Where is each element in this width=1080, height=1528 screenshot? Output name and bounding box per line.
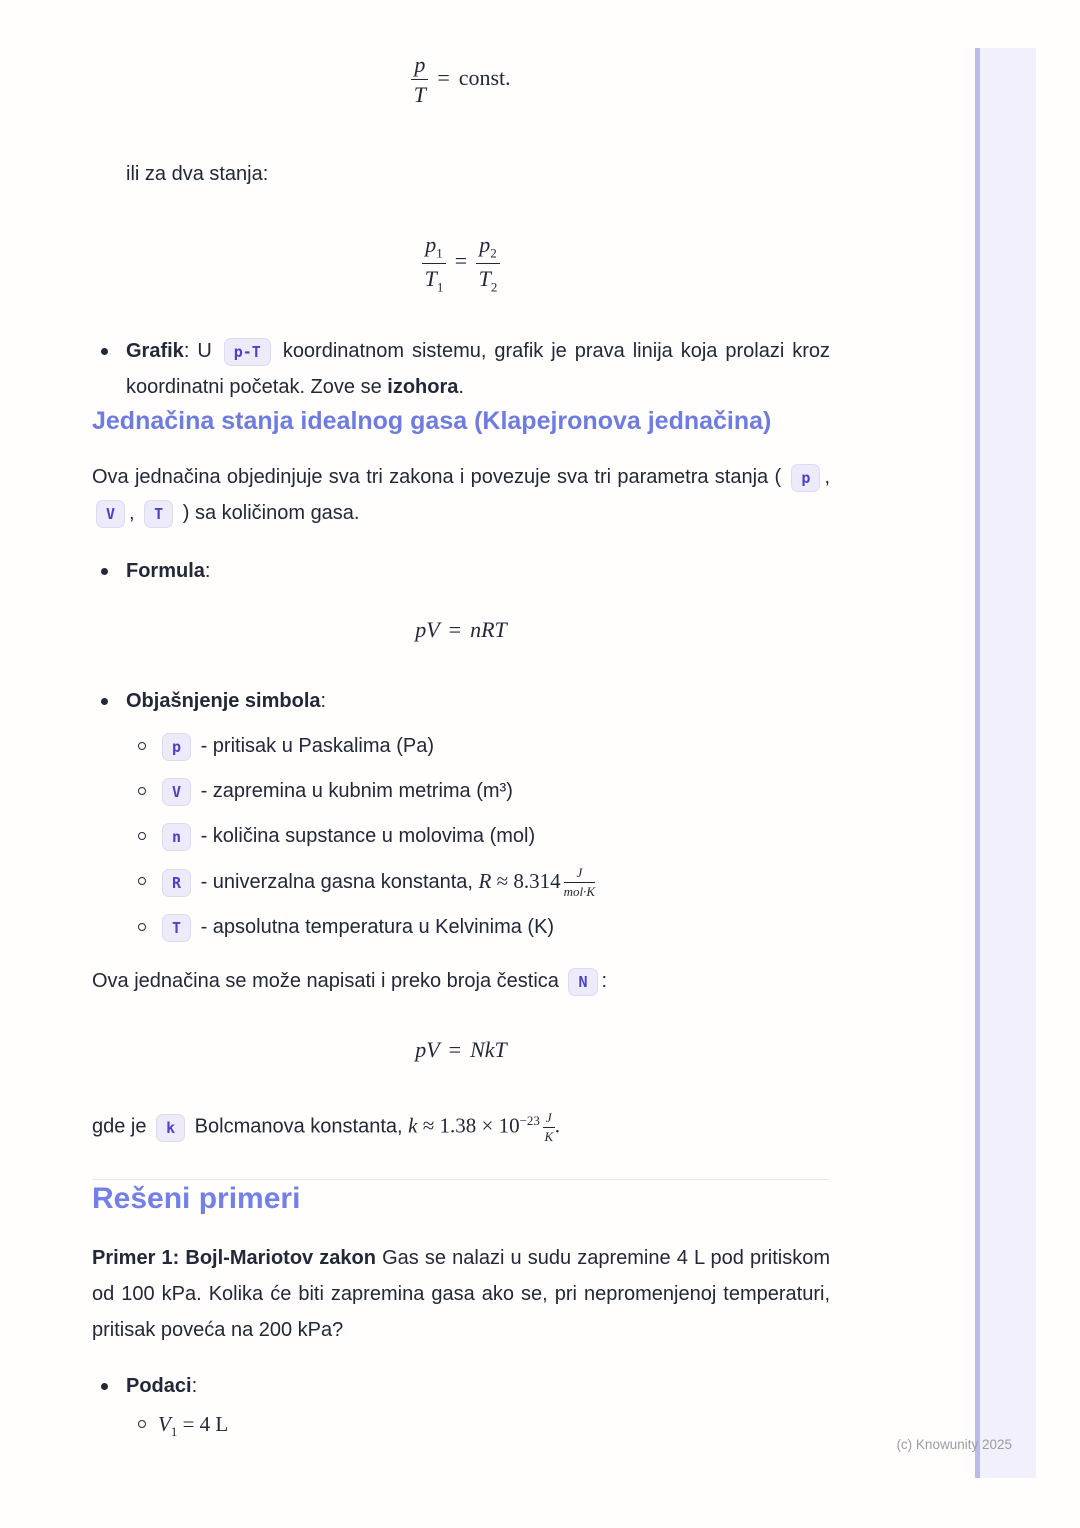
symbol-item-R: R - univerzalna gasna konstanta, R ≈ 8.314 $\frac{J}{\text{mol·K}}$ <box>92 863 830 900</box>
fraction-p2-over-T2: $\frac{p_2}{T_2}$ <box>476 232 500 296</box>
v1-value: $V_1 = 4$ L <box>158 1411 229 1440</box>
equals-sign: = <box>448 617 462 643</box>
symbol-item-V: V - zapremina u kubnim metrima (m³) <box>92 773 830 809</box>
code-chip-p: p <box>791 464 820 492</box>
fraction-p1-over-T1: $\frac{p_1}{T_1}$ <box>422 232 446 296</box>
equals-sign: = <box>448 1037 462 1063</box>
symbol-item-p: p - pritisak u Paskalima (Pa) <box>92 728 830 764</box>
circle-bullet-icon <box>138 923 146 931</box>
bullet-icon <box>101 568 108 575</box>
formula-isochore <box>92 52 830 108</box>
circle-bullet-icon <box>138 1420 146 1428</box>
equals-sign: = <box>454 248 468 274</box>
bullet-icon <box>101 1383 108 1390</box>
equals-sign: = <box>437 64 450 90</box>
scrollbar-track[interactable] <box>975 48 1036 1478</box>
circle-bullet-icon <box>138 787 146 795</box>
code-chip-V: V <box>96 500 125 528</box>
code-chip-T: T <box>144 500 173 528</box>
document-content <box>92 0 830 1450</box>
grafik-label: Grafik <box>126 340 184 363</box>
code-chip-R: R <box>162 869 191 897</box>
fraction-J-over-K: $\frac{J}{K}$ <box>544 1109 554 1145</box>
formula-two-states <box>92 232 830 296</box>
circle-bullet-icon <box>138 877 146 885</box>
formula-ideal-gas: pV = nRT <box>415 617 507 643</box>
izohora-term: izohora <box>387 376 459 399</box>
formula-particles: pV = NkT <box>415 1037 507 1063</box>
primer1-title: Primer 1: Bojl-Mariotov zakon <box>92 1246 376 1269</box>
particles-paragraph: Ova jednačina se može napisati i preko broja čestica N : <box>92 963 830 999</box>
code-chip-n: n <box>162 823 191 851</box>
list-item-grafik: Grafik: U p-T koordinatnom sistemu, grafik je prava linija koja prolazi kroz koordinatni početak. Zove se izohora. <box>92 333 830 405</box>
podaci-item-v1 <box>92 1406 830 1450</box>
fraction-J-over-molK: $\frac{J}{\text{mol·K}}$ <box>563 865 596 900</box>
primer1-paragraph: Primer 1: Bojl-Mariotov zakon Gas se nalazi u sudu zapremine 4 L pod pritiskom od 100 kPa. Kolika će biti zapremina gasa ako se, pri nepromenjenoj temperaturi, pritisak poveća na 200 kPa? <box>92 1246 830 1341</box>
section-heading-klapejron: Jednačina stanja idealnog gasa (Klapejronova jednačina) <box>92 407 772 436</box>
bullet-icon <box>101 698 108 705</box>
code-chip-T: T <box>162 914 191 942</box>
code-chip-N: N <box>568 968 597 996</box>
symbol-item-n: n - količina supstance u molovima (mol) <box>92 818 830 854</box>
bullet-icon <box>101 348 108 355</box>
code-chip-p: p <box>162 733 191 761</box>
list-item-symbols-label: Objašnjenje simbola: <box>92 683 830 719</box>
exponent: −23 <box>519 1113 540 1129</box>
fraction-p-over-T: $\frac{p}{T}$ <box>411 52 428 108</box>
circle-bullet-icon <box>138 832 146 840</box>
code-chip-p-T: p-T <box>224 338 271 366</box>
code-chip-V: V <box>162 778 191 806</box>
two-states-lead-line: ili za dva stanja: <box>126 162 269 185</box>
knowunity-watermark: (c) Knowunity 2025 <box>896 1437 1012 1452</box>
list-item-formula-label: Formula: <box>92 553 830 589</box>
section-heading-reseni-primeri: Rešeni primeri <box>92 1181 301 1215</box>
circle-bullet-icon <box>138 742 146 750</box>
const-label: const. <box>458 64 511 90</box>
boltzmann-paragraph: gde je k Bolcmanova konstanta, $k \approx 1.38 \times 10^{-23}$ $\frac{J}{K}$ . <box>92 1109 560 1145</box>
code-chip-k: k <box>156 1114 185 1142</box>
list-item-podaci-label: Podaci: <box>92 1368 830 1404</box>
symbol-item-T: T - apsolutna temperatura u Kelvinima (K) <box>92 909 830 945</box>
intro-paragraph: Ova jednačina objedinjuje sva tri zakona i povezuje sva tri parametra stanja ( p , V , T ) sa količinom gasa. <box>92 459 830 531</box>
